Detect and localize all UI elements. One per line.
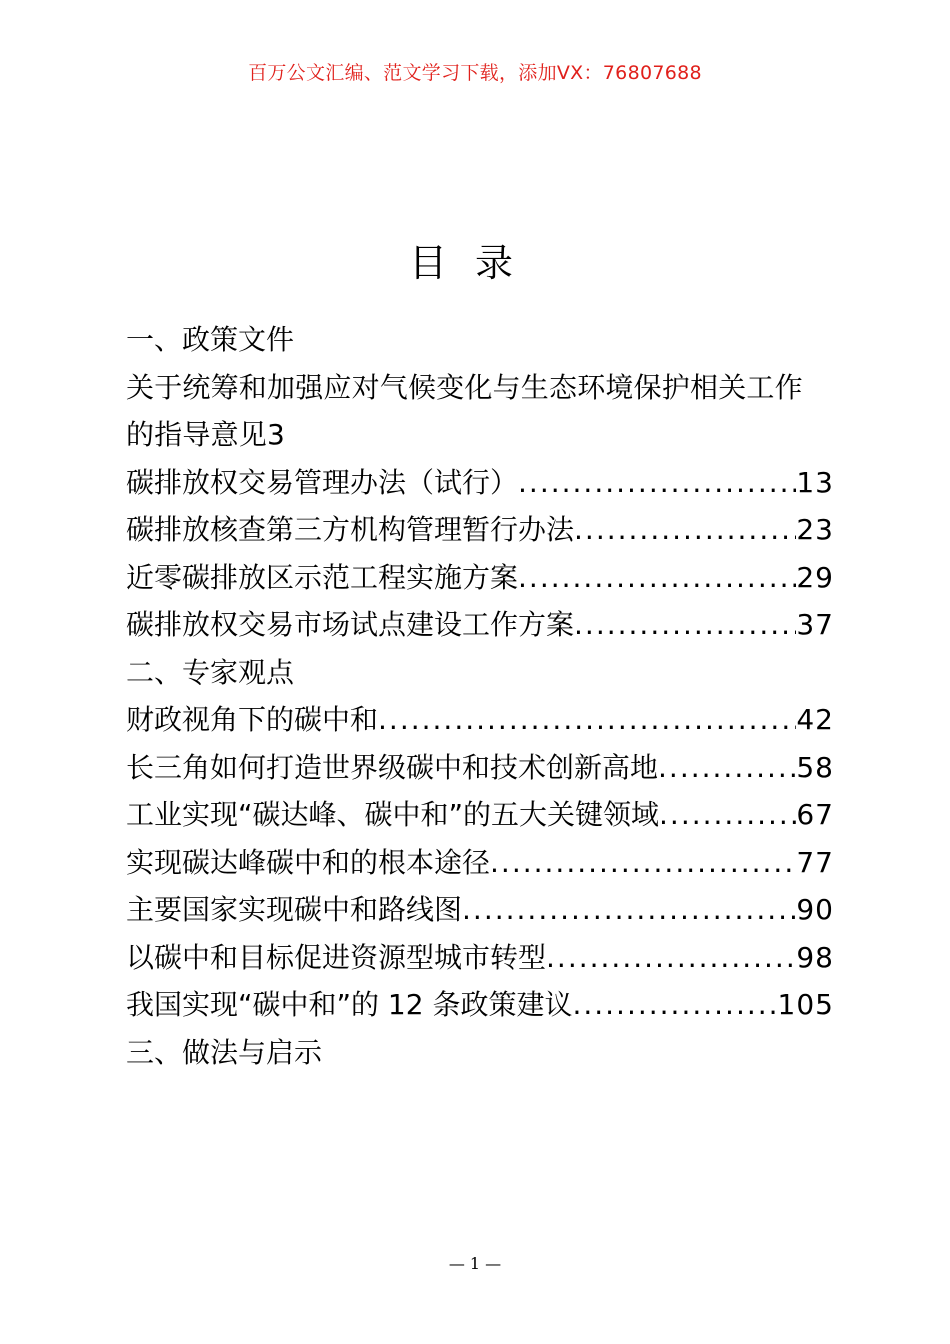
toc-entry-label: 长三角如何打造世界级碳中和技术创新高地 [126, 750, 659, 784]
dot-leader [546, 934, 796, 982]
toc-page-number: 77 [796, 845, 834, 879]
toc-page-number: 98 [796, 940, 834, 974]
toc-entry[interactable] [126, 744, 834, 792]
toc-entry-label: 实现碳达峰碳中和的根本途径 [126, 845, 491, 879]
dot-leader [518, 554, 796, 602]
toc-page-number: 105 [777, 988, 834, 1021]
dot-leader [574, 601, 796, 649]
toc-section-heading: 二、专家观点 [126, 655, 295, 689]
toc-entry-label-line2: 的指导意见3 [126, 418, 286, 451]
toc-entry-label: 我国实现“碳中和”的 12 条政策建议 [126, 988, 573, 1021]
toc-entry-label-line1: 关于统筹和加强应对气候变化与生态环境保护相关工作 [126, 370, 803, 404]
toc-entry[interactable] [126, 364, 834, 459]
toc-entry-label: 碳排放权交易市场试点建设工作方案 [126, 608, 575, 641]
dot-leader [490, 839, 796, 887]
toc-entry[interactable] [126, 506, 834, 554]
toc-section-heading: 三、做法与启示 [126, 1035, 323, 1069]
toc-entry[interactable] [126, 459, 834, 507]
toc-entry[interactable] [126, 981, 834, 1029]
toc-page-number: 90 [796, 893, 834, 926]
toc-entry-label: 以碳中和目标促进资源型城市转型 [126, 940, 547, 974]
dot-leader [658, 744, 796, 792]
toc-entry[interactable] [126, 554, 834, 602]
toc-entry[interactable] [126, 791, 834, 839]
dot-leader [574, 506, 796, 554]
header-banner: 百万公文汇编、范文学习下载，添加VX：76807688 [248, 62, 702, 84]
toc-page-number: 23 [796, 513, 834, 546]
toc-entry[interactable] [126, 696, 834, 744]
dot-leader [659, 791, 796, 839]
table-of-contents [126, 316, 834, 1076]
dot-leader [462, 886, 796, 934]
toc-entry-label: 碳排放核查第三方机构管理暂行办法 [126, 513, 575, 546]
toc-page-number: 13 [796, 465, 834, 499]
toc-entry[interactable] [126, 839, 834, 887]
toc-page-number: 58 [796, 750, 834, 784]
toc-entry-label: 财政视角下的碳中和 [126, 703, 379, 736]
toc-page-number: 67 [796, 798, 834, 831]
page-number-footer: — 1 — [448, 1254, 502, 1273]
toc-page-number: 29 [796, 560, 834, 594]
toc-page-number: 37 [796, 608, 834, 641]
toc-entry-label: 近零碳排放区示范工程实施方案 [126, 560, 519, 594]
toc-entry-label: 工业实现“碳达峰、碳中和”的五大关键领域 [126, 798, 660, 831]
dot-leader [378, 696, 796, 744]
toc-entry-label: 主要国家实现碳中和路线图 [126, 893, 463, 926]
page-title: 目录 [408, 241, 541, 285]
toc-entry[interactable] [126, 601, 834, 649]
dot-leader [518, 459, 796, 507]
toc-page-number: 42 [796, 703, 834, 736]
toc-entry[interactable] [126, 886, 834, 934]
toc-entry-label: 碳排放权交易管理办法（试行） [126, 465, 519, 499]
toc-entry[interactable] [126, 934, 834, 982]
dot-leader [572, 981, 777, 1029]
toc-section-heading: 一、政策文件 [126, 323, 295, 356]
